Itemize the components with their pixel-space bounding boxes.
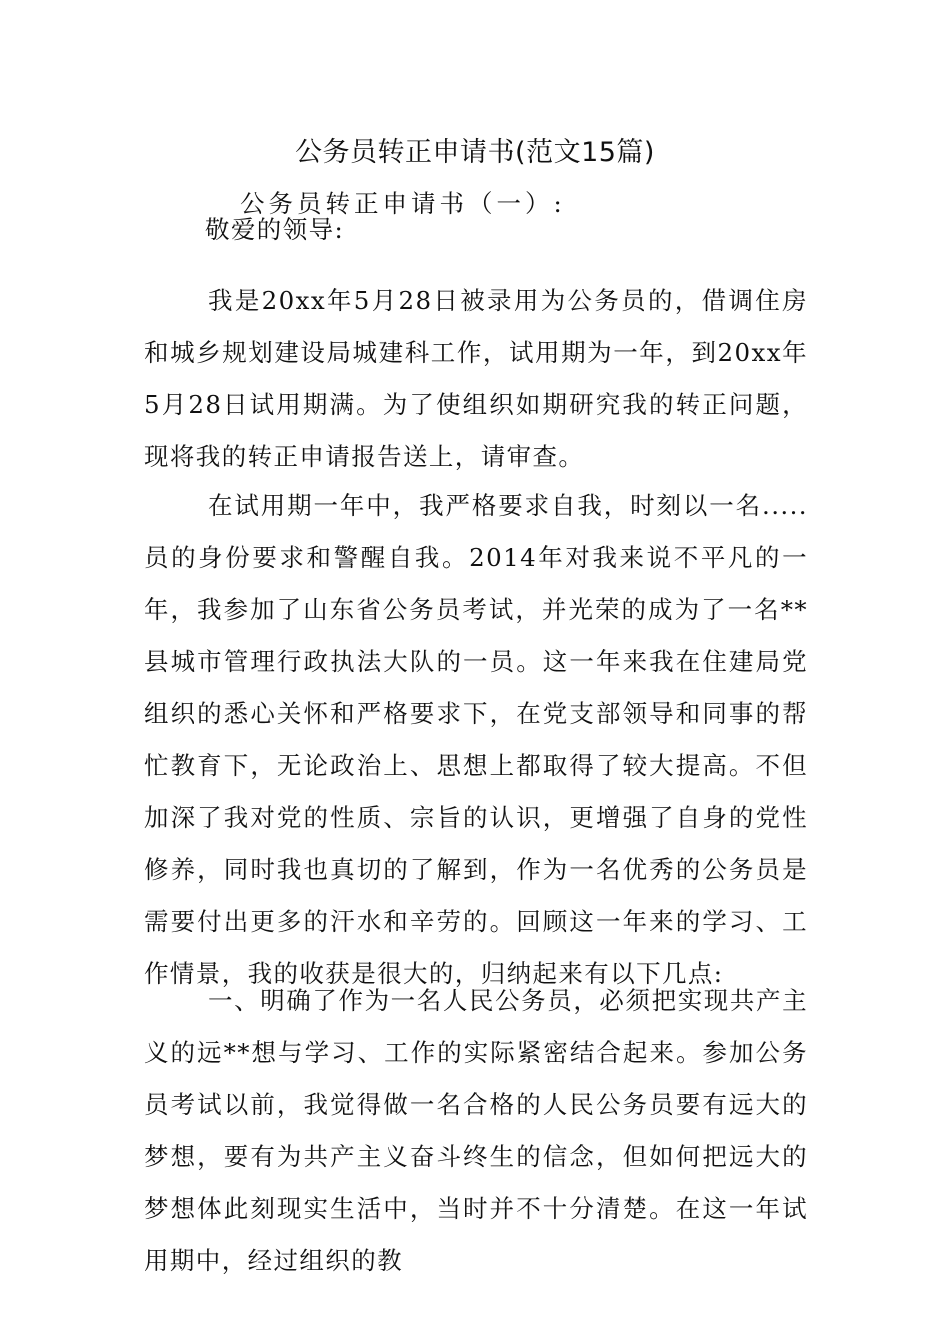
paragraph-2: 在试用期一年中，我严格要求自我，时刻以一名.....员的身份要求和警醒自我。2014年对我来说不平凡的一年，我参加了山东省公务员考试，并光荣的成为了一名**县城市管理行政执法大队的一员。这一年来我在住建局党组织的悉心关怀和严格要求下，在党支部领导和同事的帮忙教育下，无论政治上、思想上都取得了较大提高。不但加深了我对党的性质、宗旨的认识，更增强了自身的党性修养，同时我也真切的了解到，作为一名优秀的公务员是需要付出更多的汗水和辛劳的。回顾这一年来的学习、工作情景，我的收获是很大的，归纳起来有以下几点:	[144, 491, 808, 988]
paragraph-1: 我是20xx年5月28日被录用为公务员的，借调住房和城乡规划建设局城建科工作，试用期为一年，到20xx年5月28日试用期满。为了使组织如期研究我的转正问题，现将我的转正申请报告送上，请审查。	[144, 286, 808, 471]
document-title: 公务员转正申请书(范文15篇)	[295, 137, 655, 168]
salutation: 敬爱的领导:	[205, 215, 345, 244]
paragraph-3: 一、明确了作为一名人民公务员，必须把实现共产主义的远**想与学习、工作的实际紧密结合起来。参加公务员考试以前，我觉得做一名合格的人民公务员要有远大的梦想，要有为共产主义奋斗终生的信念，但如何把远大的梦想体此刻现实生活中，当时并不十分清楚。在这一年试用期中，经过组织的教	[144, 986, 808, 1275]
document-subtitle: 公务员转正申请书（一）:	[240, 189, 566, 218]
